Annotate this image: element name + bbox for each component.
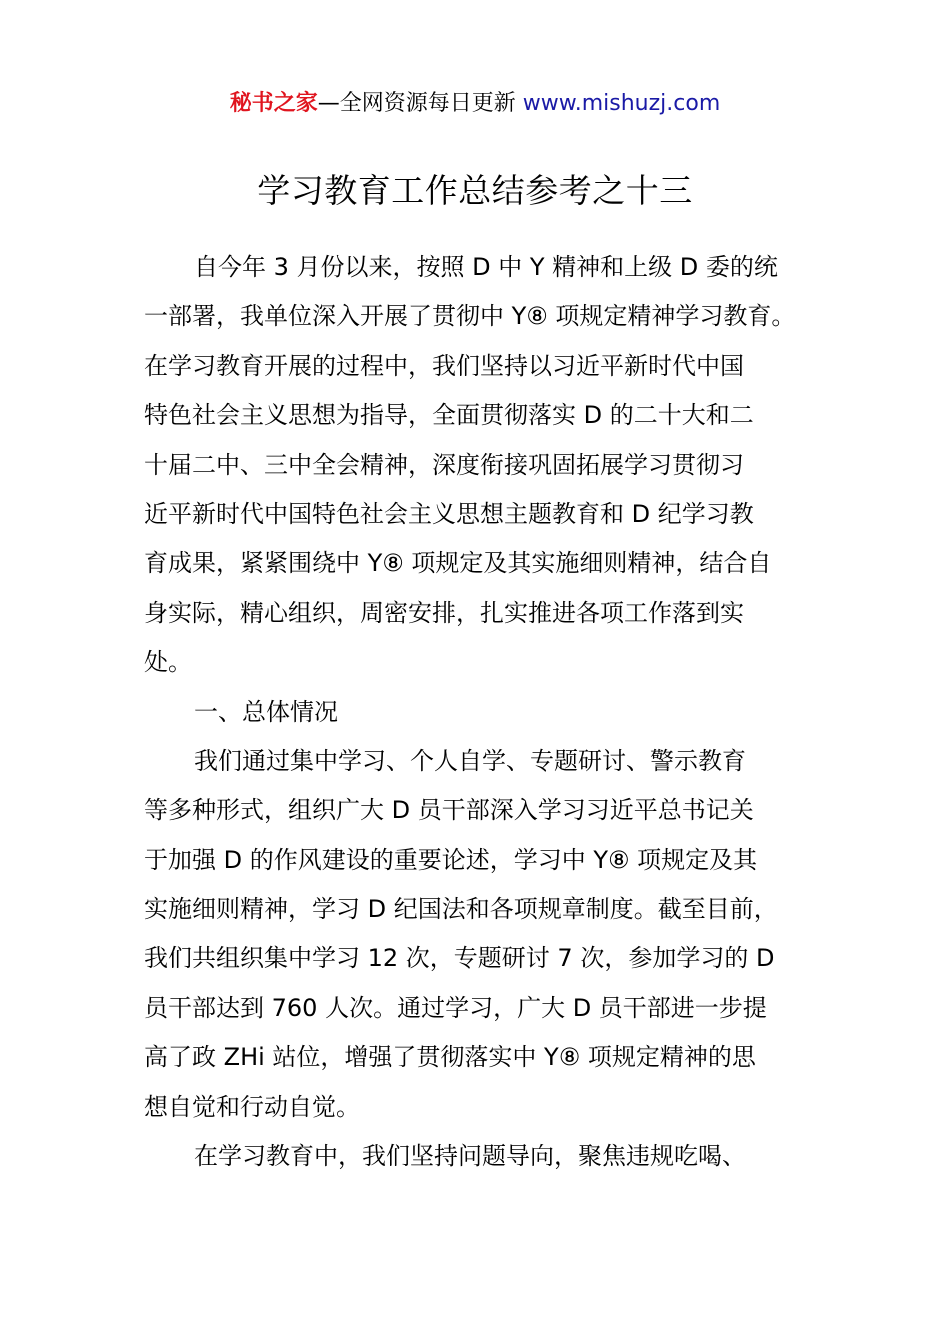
site-brand: 秘书之家 [229,91,318,116]
site-header [0,88,950,120]
body-line: 员干部达到 760 人次。通过学习，广大 D 员干部进一步提 [144,993,767,1022]
body-line: 实施细则精神，学习 D 纪国法和各项规章制度。截至目前， [144,895,778,924]
body-line: 在学习教育开展的过程中，我们坚持以习近平新时代中国 [144,351,744,380]
site-url[interactable]: www.mishuzj.com [522,91,721,116]
body-line: 于加强 D 的作风建设的重要论述，学习中 Y⑧ 项规定及其 [144,845,758,874]
document-title: 学习教育工作总结参考之十三 [257,171,693,210]
body-line: 身实际，精心组织，周密安排，扎实推进各项工作落到实 [144,598,744,627]
body-line: 我们通过集中学习、个人自学、专题研讨、警示教育 [194,746,746,775]
body-line: 一部署，我单位深入开展了贯彻中 Y⑧ 项规定精神学习教育。 [144,302,796,331]
body-line: 处。 [144,648,192,677]
site-tagline: —全网资源每日更新 [317,91,523,116]
body-line: 十届二中、三中全会精神，深度衔接巩固拓展学习贯彻习 [144,450,744,479]
body-line: 在学习教育中，我们坚持问题导向，聚焦违规吃喝、 [194,1142,746,1171]
body-line: 育成果，紧紧围绕中 Y⑧ 项规定及其实施细则精神，结合自 [144,549,772,578]
body-line: 特色社会主义思想为指导，全面贯彻落实 D 的二十大和二 [144,401,754,430]
body-line: 我们共组织集中学习 12 次，专题研讨 7 次，参加学习的 D [144,944,775,973]
section-heading: 一、总体情况 [194,697,338,726]
document-body [144,243,814,1181]
body-line: 想自觉和行动自觉。 [144,1092,360,1121]
body-line: 自今年 3 月份以来，按照 D 中 Y 精神和上级 D 委的统 [194,253,778,281]
body-line: 等多种形式，组织广大 D 员干部深入学习习近平总书记关 [144,796,754,825]
body-line: 高了政 ZHi 站位，增强了贯彻落实中 Y⑧ 项规定精神的思 [144,1043,756,1072]
body-line: 近平新时代中国特色社会主义思想主题教育和 D 纪学习教 [144,499,754,528]
